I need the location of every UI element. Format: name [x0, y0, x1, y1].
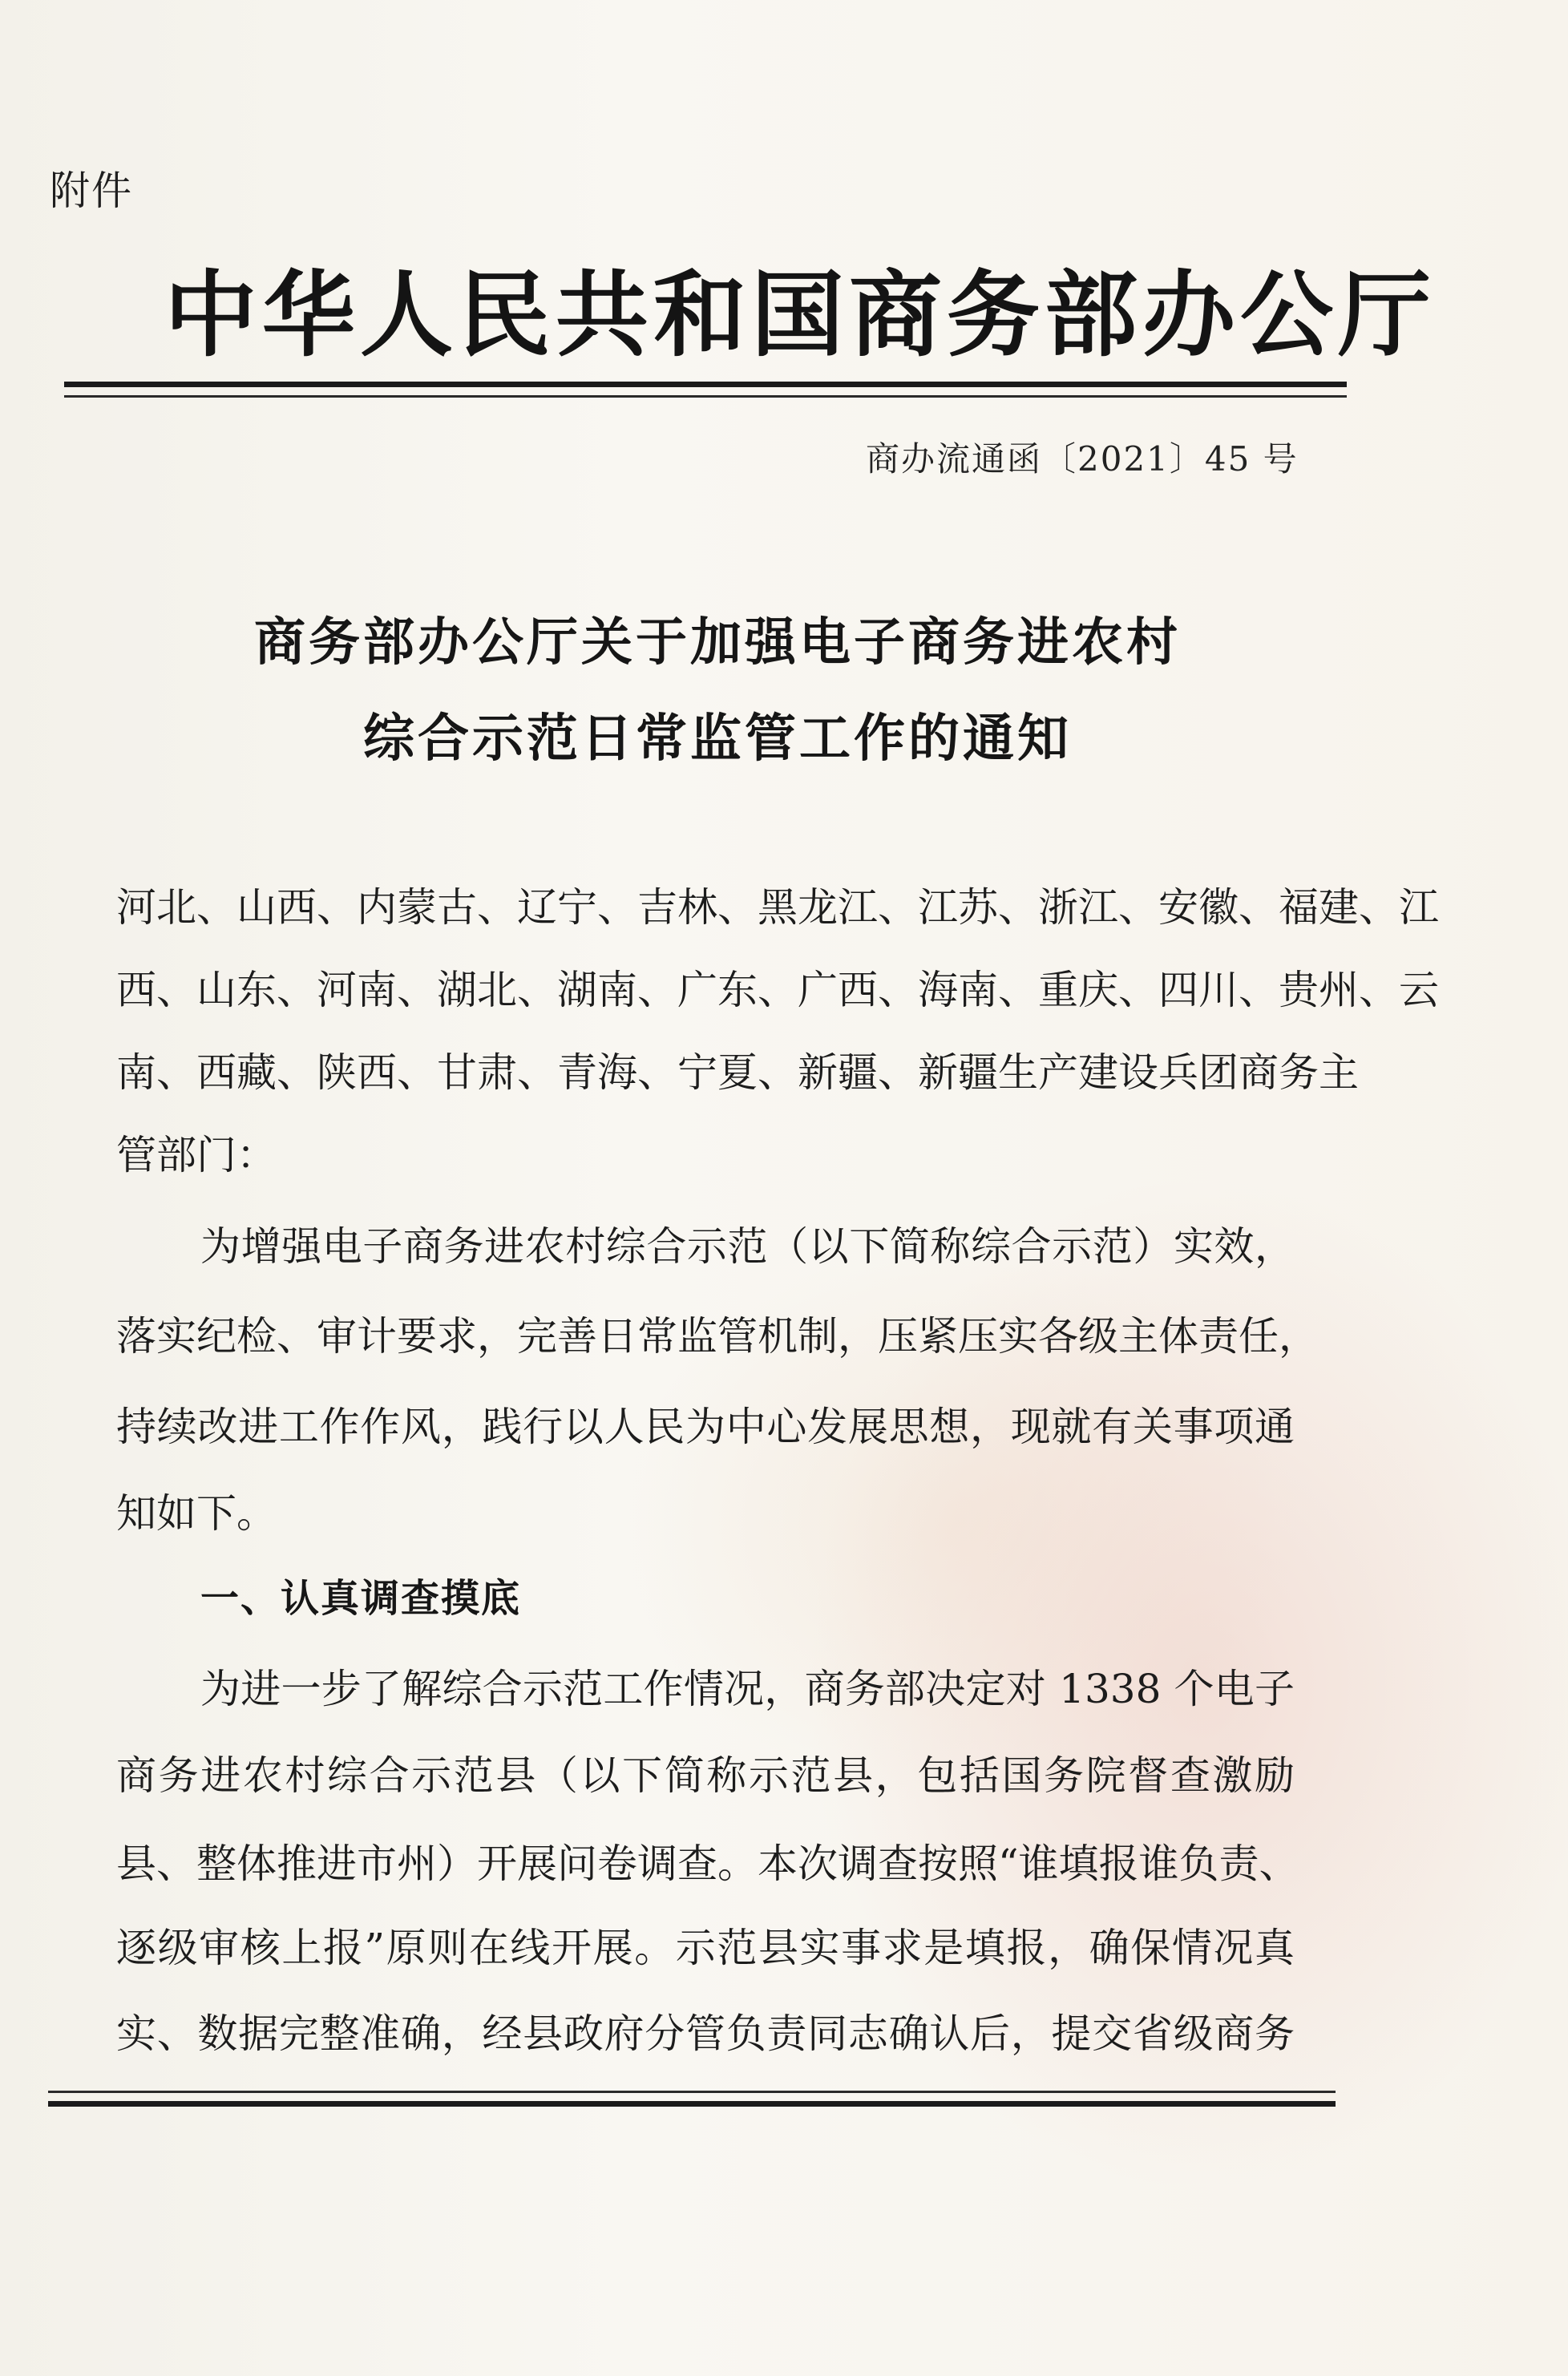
recipients-line: 南、西藏、陕西、甘肃、青海、宁夏、新疆、新疆生产建设兵团商务主: [116, 1049, 1359, 1096]
recipients-line: 河北、山西、内蒙古、辽宁、吉林、黑龙江、江苏、浙江、安徽、福建、江: [116, 884, 1439, 931]
footer-divider: [48, 2091, 1336, 2107]
intro-paragraph-line: 知如下。: [116, 1490, 277, 1537]
section-paragraph-line: 实、数据完整准确，经县政府分管负责同志确认后，提交省级商务: [116, 2010, 1295, 2057]
document-title-line-2: 综合示范日常监管工作的通知: [363, 709, 1072, 769]
section-paragraph-line: 商务进农村综合示范县（以下简称示范县，包括国务院督查激励: [116, 1752, 1295, 1799]
section-heading: 一、认真调查摸底: [200, 1576, 522, 1621]
recipients-line: 西、山东、河南、湖北、湖南、广东、广西、海南、重庆、四川、贵州、云: [116, 967, 1439, 1013]
document-number: 商办流通函〔2021〕45 号: [866, 439, 1299, 479]
document-title-line-1: 商务部办公厅关于加强电子商务进农村: [254, 613, 1181, 673]
recipients-line: 管部门：: [116, 1132, 277, 1178]
header-divider: [64, 382, 1347, 398]
intro-paragraph-line: 持续改进工作作风，践行以人民为中心发展思想，现就有关事项通: [116, 1404, 1295, 1450]
section-paragraph-line: 为进一步了解综合示范工作情况，商务部决定对 1338 个电子: [200, 1666, 1295, 1712]
issuing-office-header: 中华人民共和国商务部办公厅: [164, 261, 1436, 370]
section-paragraph-line: 逐级审核上报”原则在线开展。示范县实事求是填报，确保情况真: [116, 1925, 1295, 1971]
attachment-label: 附件: [50, 168, 133, 214]
intro-paragraph-line: 为增强电子商务进农村综合示范（以下简称综合示范）实效，: [200, 1223, 1295, 1270]
intro-paragraph-line: 落实纪检、审计要求，完善日常监管机制，压紧压实各级主体责任，: [116, 1313, 1319, 1360]
section-paragraph-line: 县、整体推进市州）开展问卷调查。本次调查按照“谁填报谁负责、: [116, 1841, 1299, 1887]
